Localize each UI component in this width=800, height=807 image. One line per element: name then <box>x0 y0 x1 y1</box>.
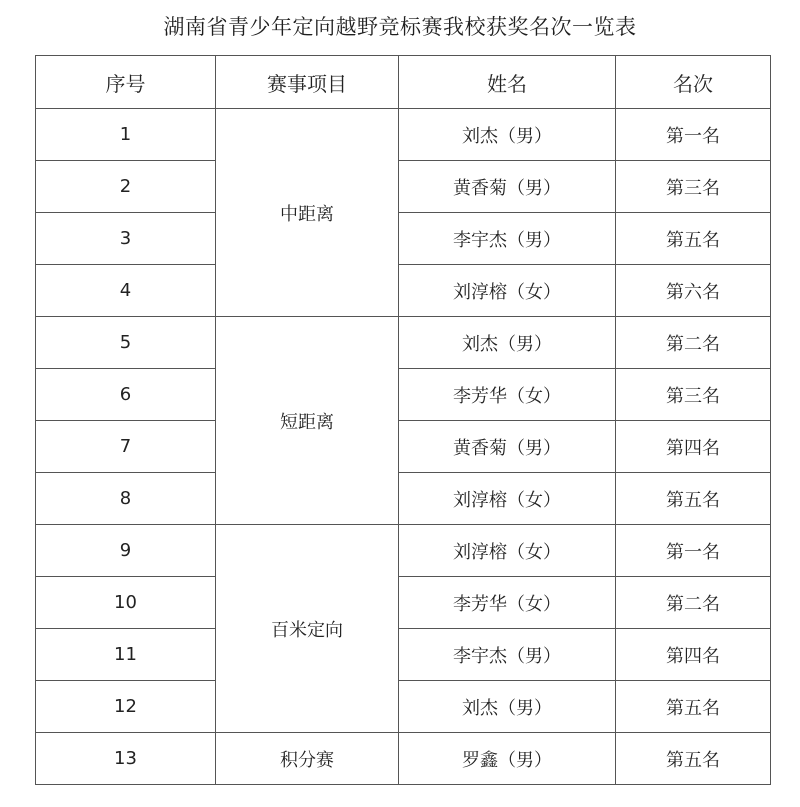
cell-index: 11 <box>36 629 216 681</box>
table-row <box>36 733 771 785</box>
table-row <box>36 109 771 161</box>
cell-name: 刘杰（男） <box>399 681 616 733</box>
cell-index: 12 <box>36 681 216 733</box>
header-row <box>36 56 771 109</box>
cell-rank: 第四名 <box>616 629 771 681</box>
header-name: 姓名 <box>399 56 616 109</box>
cell-rank: 第二名 <box>616 577 771 629</box>
header-rank: 名次 <box>616 56 771 109</box>
cell-index: 13 <box>36 733 216 785</box>
cell-event: 中距离 <box>216 109 399 317</box>
table-row <box>36 161 771 213</box>
table-row <box>36 577 771 629</box>
cell-rank: 第五名 <box>616 681 771 733</box>
table-row <box>36 525 771 577</box>
cell-rank: 第一名 <box>616 109 771 161</box>
cell-index: 5 <box>36 317 216 369</box>
cell-name: 李芳华（女） <box>399 577 616 629</box>
cell-name: 黄香菊（男） <box>399 421 616 473</box>
cell-rank: 第五名 <box>616 213 771 265</box>
cell-rank: 第五名 <box>616 733 771 785</box>
cell-name: 刘淳榕（女） <box>399 265 616 317</box>
cell-name: 刘杰（男） <box>399 317 616 369</box>
cell-index: 8 <box>36 473 216 525</box>
table-row <box>36 681 771 733</box>
cell-rank: 第三名 <box>616 161 771 213</box>
cell-index: 10 <box>36 577 216 629</box>
cell-index: 3 <box>36 213 216 265</box>
cell-rank: 第四名 <box>616 421 771 473</box>
cell-rank: 第六名 <box>616 265 771 317</box>
cell-name: 刘淳榕（女） <box>399 473 616 525</box>
cell-event: 积分赛 <box>216 733 399 785</box>
cell-name: 罗鑫（男） <box>399 733 616 785</box>
table-row <box>36 629 771 681</box>
cell-index: 7 <box>36 421 216 473</box>
cell-name: 刘杰（男） <box>399 109 616 161</box>
cell-rank: 第二名 <box>616 317 771 369</box>
table-row <box>36 473 771 525</box>
cell-index: 9 <box>36 525 216 577</box>
document-title: 湖南省青少年定向越野竞标赛我校获奖名次一览表 <box>163 15 637 39</box>
header-event: 赛事项目 <box>216 56 399 109</box>
cell-rank: 第三名 <box>616 369 771 421</box>
cell-index: 1 <box>36 109 216 161</box>
awards-table <box>35 55 771 785</box>
table-row <box>36 265 771 317</box>
header-index: 序号 <box>36 56 216 109</box>
cell-index: 2 <box>36 161 216 213</box>
cell-name: 刘淳榕（女） <box>399 525 616 577</box>
cell-event: 百米定向 <box>216 525 399 733</box>
cell-name: 李宇杰（男） <box>399 213 616 265</box>
cell-name: 黄香菊（男） <box>399 161 616 213</box>
table-row <box>36 213 771 265</box>
cell-name: 李芳华（女） <box>399 369 616 421</box>
cell-rank: 第一名 <box>616 525 771 577</box>
cell-index: 4 <box>36 265 216 317</box>
cell-index: 6 <box>36 369 216 421</box>
cell-name: 李宇杰（男） <box>399 629 616 681</box>
cell-rank: 第五名 <box>616 473 771 525</box>
table-row <box>36 317 771 369</box>
cell-event: 短距离 <box>216 317 399 525</box>
table-row <box>36 369 771 421</box>
table-row <box>36 421 771 473</box>
